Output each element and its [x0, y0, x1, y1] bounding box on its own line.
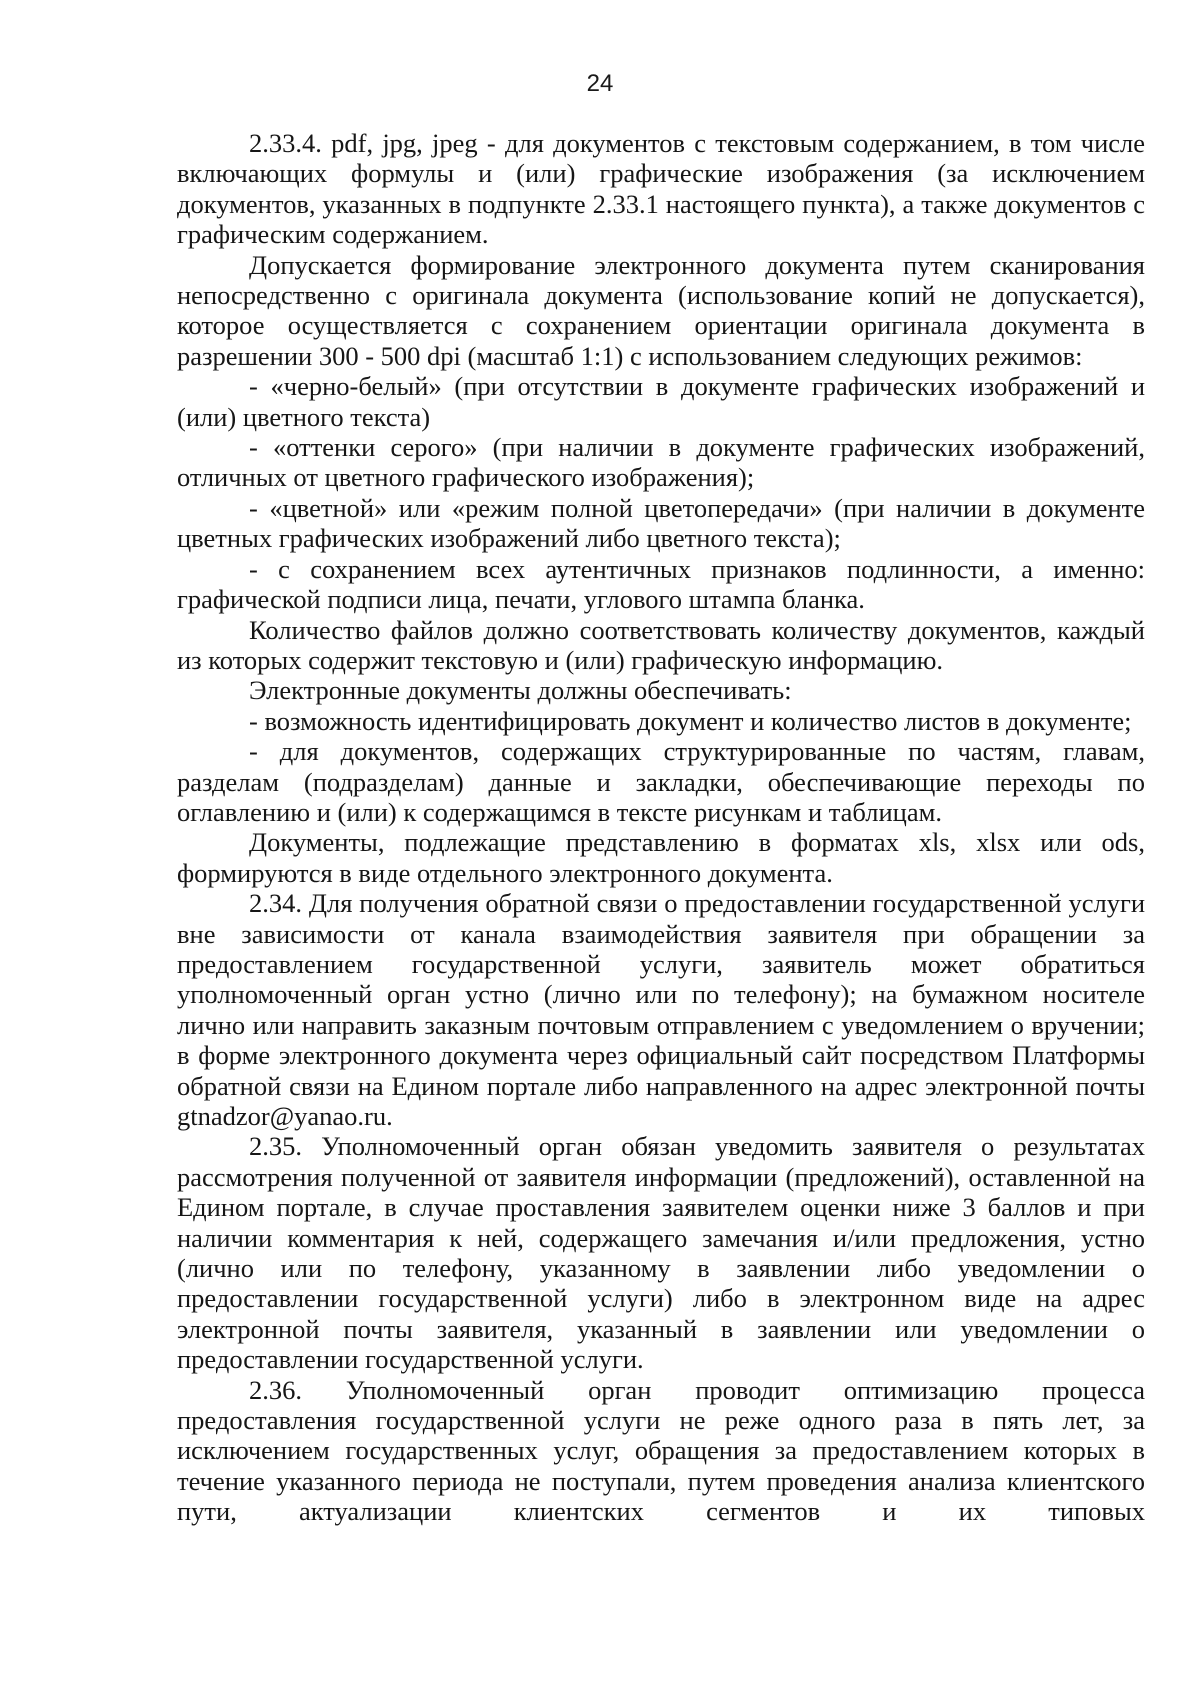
list-item-structured-docs: - для документов, содержащих структурированные по частям, главам, разделам (подразделам) данные и закладки, обеспечивающие переходы по оглавлению и (или) к содержащимся в тексте рисункам и таблицам. — [177, 736, 1145, 827]
paragraph-2-34: 2.34. Для получения обратной связи о предоставлении государственной услуги вне зависимости от канала взаимодействия заявителя при обращении за предоставлением государственной услуги, заявитель может обратиться уполномоченный орган устно (лично или по телефону); на бумажном носителе лично или направить заказным почтовым отправлением с уведомлением о вручении; в форме электронного документа через официальный сайт посредством Платформы обратной связи на Едином портале либо направленного на адрес электронной почты gtnadzor@yanao.ru. — [177, 888, 1145, 1131]
paragraph-2-35: 2.35. Уполномоченный орган обязан уведомить заявителя о результатах рассмотрения полученной от заявителя информации (предложений), оставленной на Едином портале, в случае проставления заявителем оценки ниже 3 баллов и при наличии комментария к ней, содержащего замечания и/или предложения, устно (лично или по телефону, указанному в заявлении либо уведомлении о предоставлении государственной услуги) либо в электронном виде на адрес электронной почты заявителя, указанный в заявлении или уведомлении о предоставлении государственной услуги. — [177, 1131, 1145, 1375]
paragraph-2-36: 2.36. Уполномоченный орган проводит оптимизацию процесса предоставления государственной услуги не реже одного раза в пять лет, за исключением государственных услуг, обращения за предоставлением которых в течение указанного периода не поступали, путем проведения анализа клиентского пути, актуализации клиентских сегментов и их типовых — [177, 1374, 1145, 1527]
list-item-grayscale: - «оттенки серого» (при наличии в документе графических изображений, отличных от цветного графического изображения); — [177, 432, 1145, 493]
paragraph-2-33-4: 2.33.4. pdf, jpg, jpeg - для документов с текстовым содержанием, в том числе включающих формулы и (или) графические изображения (за исключением документов, указанных в подпункте 2.33.1 настоящего пункта), а также документов с графическим содержанием. — [177, 128, 1145, 250]
paragraph-spreadsheet-formats: Документы, подлежащие представлению в форматах xls, xlsx или ods, формируются в виде отдельного электронного документа. — [177, 827, 1145, 888]
list-item-authenticity: - с сохранением всех аутентичных признаков подлинности, а именно: графической подписи лица, печати, углового штампа бланка. — [177, 553, 1145, 615]
paragraph-electronic-docs-intro: Электронные документы должны обеспечивать: — [249, 675, 792, 706]
list-item-black-white: - «черно-белый» (при отсутствии в документе графических изображений и (или) цветного текста) — [177, 371, 1145, 432]
list-item-color: - «цветной» или «режим полной цветопередачи» (при наличии в документе цветных графических изображений либо цветного текста); — [177, 492, 1145, 554]
page-number: 24 — [586, 70, 614, 97]
paragraph-file-count: Количество файлов должно соответствовать количеству документов, каждый из которых содержит текстовую и (или) графическую информацию. — [177, 614, 1145, 675]
list-item-identify-document: - возможность идентифицировать документ и количество листов в документе; — [249, 705, 1132, 736]
paragraph-scanning-rules: Допускается формирование электронного документа путем сканирования непосредственно с оригинала документа (использование копий не допускается), которое осуществляется с сохранением ориентации оригинала документа в разрешении 300 - 500 dpi (масштаб 1:1) с использованием следующих режимов: — [177, 249, 1145, 371]
document-body — [177, 128, 1145, 1527]
